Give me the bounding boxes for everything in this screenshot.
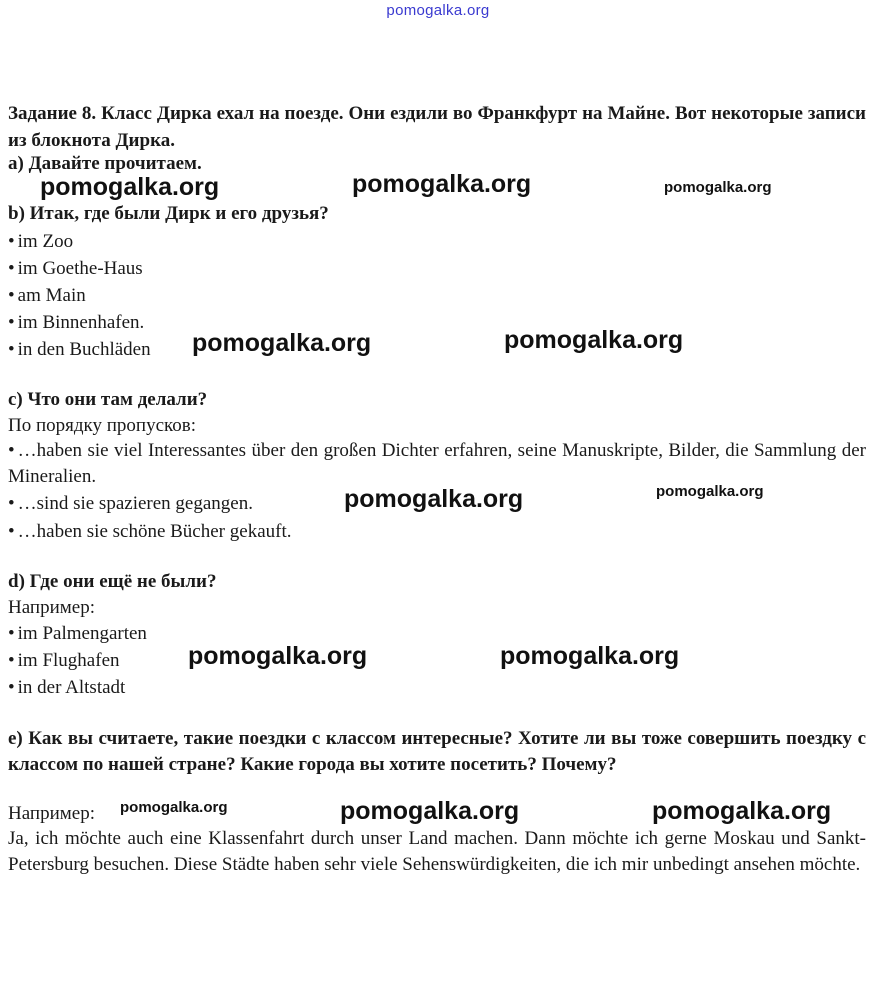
watermark: pomogalka.org [652, 797, 832, 825]
section-e-answer: Ja, ich möchte auch eine Klassenfahrt durch unser Land machen. Dann möchte ich gerne Moskau und Sankt-Petersburg besuchen. Diese Städte haben sehr viele Sehenswürdigkeiten, die ich mir unbedingt ansehen möchte. [8, 828, 866, 875]
list-item: • …sind sie spazieren gegangen. [8, 490, 866, 517]
watermark: pomogalka.org [500, 642, 680, 670]
watermark: pomogalka.org [656, 483, 764, 500]
section-c-heading: c) Что они там делали? [8, 389, 208, 410]
list-item: • im Palmengarten [8, 620, 866, 647]
section-b-heading: b) Итак, где были Дирк и его друзья? [8, 203, 329, 224]
section-e-heading: e) Как вы считаете, такие поездки с классом интересные? Хотите ли вы тоже совершить поездку с классом по нашей стране? Какие города вы хотите посетить? Почему? [8, 728, 866, 775]
task-intro: Задание 8. Класс Дирка ехал на поезде. Они ездили во Франкфурт на Майне. Вот некоторые записи из блокнота Дирка. [8, 103, 866, 151]
watermark: pomogalka.org [120, 799, 228, 816]
list-item: • im Zoo [8, 228, 866, 255]
watermark: pomogalka.org [340, 797, 520, 825]
watermark: pomogalka.org [352, 170, 532, 198]
list-item: • …haben sie schöne Bücher gekauft. [8, 518, 866, 545]
watermark: pomogalka.org [40, 173, 220, 201]
list-item: • im Goethe-Haus [8, 255, 866, 282]
list-item: • im Flughafen [8, 647, 866, 674]
watermark: pomogalka.org [664, 179, 772, 196]
section-d-subheading: Например: [8, 597, 95, 618]
list-item: • in den Buchläden [8, 336, 866, 363]
watermark: pomogalka.org [192, 329, 372, 357]
section-e-subheading: Например: [8, 803, 95, 824]
watermark: pomogalka.org [188, 642, 368, 670]
list-item: • …haben sie viel Interessantes über den großen Dichter erfahren, seine Manuskripte, Bilder, die Sammlung der Mineralien. [8, 438, 866, 490]
watermark: pomogalka.org [504, 326, 684, 354]
section-d-heading: d) Где они ещё не были? [8, 571, 217, 592]
list-item: • am Main [8, 282, 866, 309]
watermark: pomogalka.org [344, 485, 524, 513]
site-link[interactable]: pomogalka.org [386, 2, 490, 19]
list-item: • im Binnenhafen. [8, 309, 866, 336]
section-a: a) Давайте прочитаем. [8, 153, 202, 174]
list-item: • in der Altstadt [8, 674, 866, 701]
section-c-subheading: По порядку пропусков: [8, 415, 197, 436]
